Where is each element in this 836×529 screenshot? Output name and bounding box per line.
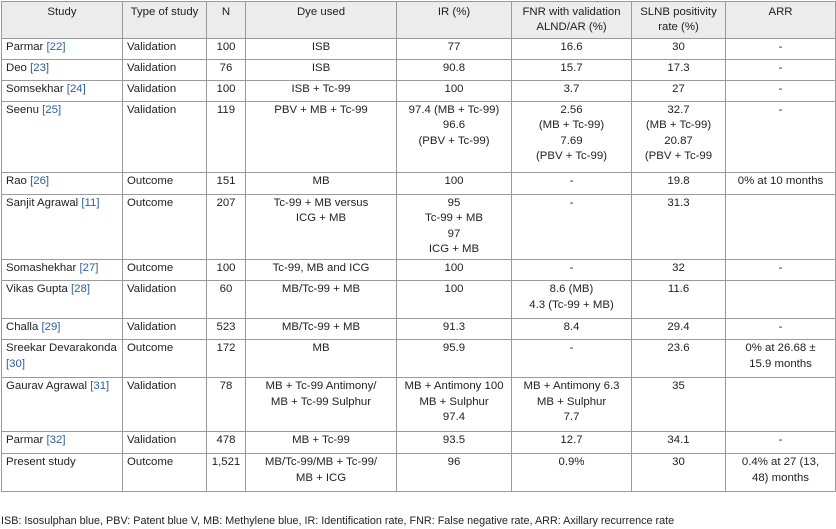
- study-name: Sanjit Agrawal: [6, 196, 79, 209]
- study-cell: [2, 454, 123, 492]
- ir-cell-text: (PBV + Tc-99): [418, 134, 490, 147]
- arr-cell-text: 0.4% at 27 (13,: [741, 456, 820, 469]
- slnb-cell-text: 17.3: [667, 61, 690, 74]
- dye-cell: [246, 101, 397, 172]
- header-fnr: [512, 2, 632, 39]
- type-cell: Validation: [123, 281, 207, 319]
- citation-link[interactable]: [27]: [79, 262, 99, 275]
- study-comparison-table: [1, 1, 836, 492]
- type-cell: Outcome: [123, 194, 207, 260]
- citation-link[interactable]: [24]: [66, 82, 86, 95]
- table-header: [2, 2, 836, 39]
- study-name: Gaurav Agrawal: [6, 380, 88, 393]
- table-row: [2, 59, 836, 80]
- study-cell: [2, 172, 123, 194]
- citation-link[interactable]: [30]: [6, 357, 25, 370]
- dye-cell-text: ISB: [311, 40, 331, 53]
- table-row: [2, 80, 836, 101]
- ir-cell-text: 100: [444, 174, 464, 187]
- arr-cell: [726, 59, 836, 80]
- n-cell: 100: [207, 80, 246, 101]
- table-body: [2, 38, 836, 492]
- dye-cell-text: MB + Tc-99 Antimony/: [265, 380, 377, 393]
- header-slnb-positivity: [632, 2, 726, 39]
- slnb-cell: [632, 281, 726, 319]
- fnr-cell-text: -: [569, 196, 574, 209]
- fnr-cell-text: MB + Antimony 6.3: [523, 380, 620, 393]
- type-cell: Validation: [123, 432, 207, 454]
- slnb-cell: [632, 38, 726, 59]
- arr-cell: [726, 432, 836, 454]
- arr-cell-text: 48) months: [752, 471, 809, 484]
- n-cell: 172: [207, 340, 246, 378]
- fnr-cell: [512, 194, 632, 260]
- fnr-cell: [512, 59, 632, 80]
- study-name: Sreekar Devarakonda: [6, 342, 117, 355]
- header-study: [2, 2, 123, 39]
- ir-cell: [397, 454, 512, 492]
- fnr-cell: [512, 80, 632, 101]
- n-cell: 478: [207, 432, 246, 454]
- ir-cell: [397, 260, 512, 281]
- header-dye-used: [246, 2, 397, 39]
- study-name: Vikas Gupta: [6, 283, 68, 296]
- dye-cell-text: ICG + MB: [295, 212, 347, 225]
- type-cell: Outcome: [123, 172, 207, 194]
- slnb-cell: [632, 454, 726, 492]
- type-cell: Validation: [123, 378, 207, 432]
- arr-cell: [726, 101, 836, 172]
- ir-cell-text: 90.8: [442, 61, 466, 74]
- study-name: Seenu: [6, 103, 39, 116]
- arr-cell: [726, 378, 836, 432]
- ir-cell-text: 91.3: [442, 321, 466, 334]
- table-row: [2, 454, 836, 492]
- arr-cell: [726, 319, 836, 340]
- ir-cell-text: ICG + MB: [428, 243, 480, 256]
- header-n: [207, 2, 246, 39]
- citation-link[interactable]: [25]: [42, 103, 62, 116]
- citation-link[interactable]: [31]: [90, 380, 110, 393]
- fnr-cell-text: 0.9%: [558, 456, 585, 469]
- ir-cell-text: 96: [447, 456, 461, 469]
- study-name: Challa: [6, 321, 39, 334]
- header-text: ARR: [768, 6, 793, 18]
- ir-cell-text: 95: [447, 196, 461, 209]
- type-cell: Outcome: [123, 454, 207, 492]
- fnr-cell-text: 16.6: [560, 40, 583, 53]
- header-text: IR (%): [437, 6, 471, 18]
- dye-cell-text: Tc-99, MB and ICG: [272, 262, 370, 275]
- fnr-cell-text: MB + Sulphur: [536, 395, 607, 408]
- dye-cell-text: MB/Tc-99 + MB: [281, 321, 361, 334]
- fnr-cell: [512, 454, 632, 492]
- study-cell: [2, 340, 123, 378]
- fnr-cell: [512, 101, 632, 172]
- table-footnote: ISB: Isosulphan blue, PBV: Patent blue V, MB: Methylene blue, IR: Identification rate, FNR: False negative rate, ARR: Axillary recurrence rate: [1, 515, 675, 527]
- arr-cell-text: 0% at 10 months: [737, 174, 824, 187]
- study-cell: [2, 432, 123, 454]
- dye-cell-text: MB + Tc-99 Sulphur: [270, 395, 372, 408]
- type-cell: Validation: [123, 38, 207, 59]
- fnr-cell: [512, 260, 632, 281]
- arr-cell: [726, 194, 836, 260]
- study-cell: [2, 80, 123, 101]
- n-cell: 207: [207, 194, 246, 260]
- dye-cell: [246, 80, 397, 101]
- header-text: ALND/AR (%): [536, 21, 607, 34]
- fnr-cell-text: 8.6 (MB): [549, 283, 594, 296]
- ir-cell: [397, 319, 512, 340]
- slnb-cell-text: 20.87: [664, 134, 693, 147]
- header-arr: [726, 2, 836, 39]
- dye-cell-text: MB + ICG: [295, 471, 347, 484]
- arr-cell-text: -: [778, 262, 783, 275]
- ir-cell: [397, 194, 512, 260]
- slnb-cell: [632, 172, 726, 194]
- ir-cell-text: 77: [447, 40, 461, 53]
- arr-cell-text: -: [778, 82, 783, 95]
- fnr-cell-text: -: [569, 174, 574, 187]
- ir-cell: [397, 101, 512, 172]
- header-text: rate (%): [658, 21, 699, 34]
- ir-cell: [397, 378, 512, 432]
- arr-cell-text: -: [778, 103, 783, 116]
- header-text: Type of study: [130, 6, 199, 18]
- slnb-cell: [632, 80, 726, 101]
- slnb-cell-text: 32: [672, 262, 685, 275]
- type-cell: Validation: [123, 59, 207, 80]
- slnb-cell-text: (PBV + Tc-99: [644, 150, 713, 163]
- dye-cell: [246, 378, 397, 432]
- slnb-cell: [632, 378, 726, 432]
- fnr-cell-text: 4.3 (Tc-99 + MB): [529, 298, 614, 311]
- study-cell: [2, 281, 123, 319]
- arr-cell: [726, 80, 836, 101]
- ir-cell-text: 93.5: [442, 434, 466, 447]
- table-row: [2, 101, 836, 172]
- slnb-cell-text: 11.6: [667, 283, 690, 296]
- table-row: [2, 319, 836, 340]
- ir-cell: [397, 38, 512, 59]
- study-name: Rao: [6, 174, 27, 187]
- study-name: Deo: [6, 61, 27, 74]
- study-cell: [2, 194, 123, 260]
- arr-cell-text: 15.9 months: [749, 357, 812, 370]
- dye-cell-text: MB/Tc-99 + MB: [281, 283, 361, 296]
- fnr-cell: [512, 319, 632, 340]
- slnb-cell: [632, 101, 726, 172]
- citation-link[interactable]: [11]: [81, 196, 100, 209]
- arr-cell-text: -: [778, 321, 783, 334]
- slnb-cell: [632, 260, 726, 281]
- n-cell: 100: [207, 38, 246, 59]
- slnb-cell-text: 31.3: [667, 196, 690, 209]
- study-cell: [2, 101, 123, 172]
- study-cell: [2, 319, 123, 340]
- n-cell: 119: [207, 101, 246, 172]
- ir-cell-text: MB + Sulphur: [419, 395, 489, 408]
- ir-cell-text: 95.9: [442, 342, 466, 355]
- study-cell: [2, 260, 123, 281]
- slnb-cell: [632, 59, 726, 80]
- arr-cell: [726, 172, 836, 194]
- dye-cell: [246, 340, 397, 378]
- table-row: [2, 172, 836, 194]
- dye-cell-text: MB/Tc-99/MB + Tc-99/: [264, 456, 378, 469]
- header-ir: [397, 2, 512, 39]
- ir-cell-text: 97.4: [442, 411, 466, 424]
- fnr-cell-text: 8.4: [563, 321, 580, 334]
- fnr-cell-text: 15.7: [560, 61, 583, 74]
- slnb-cell: [632, 194, 726, 260]
- ir-cell: [397, 80, 512, 101]
- citation-link[interactable]: [32]: [46, 434, 66, 447]
- dye-cell: [246, 59, 397, 80]
- dye-cell: [246, 432, 397, 454]
- dye-cell-text: MB + Tc-99: [292, 434, 350, 447]
- ir-cell: [397, 59, 512, 80]
- slnb-cell-text: 32.7: [667, 103, 690, 116]
- slnb-cell: [632, 340, 726, 378]
- fnr-cell: [512, 432, 632, 454]
- table-row: [2, 432, 836, 454]
- study-name: Somashekhar: [6, 262, 77, 275]
- ir-cell-text: MB + Antimony 100: [404, 380, 504, 393]
- citation-link[interactable]: [23]: [30, 61, 50, 74]
- slnb-cell-text: 30: [672, 456, 685, 469]
- study-cell: [2, 38, 123, 59]
- header-type-of-study: [123, 2, 207, 39]
- fnr-cell-text: -: [569, 342, 574, 355]
- header-text: Study: [47, 6, 77, 18]
- n-cell: 76: [207, 59, 246, 80]
- citation-link[interactable]: [28]: [71, 283, 91, 296]
- type-cell: Outcome: [123, 340, 207, 378]
- fnr-cell-text: 7.7: [563, 411, 580, 424]
- dye-cell-text: MB: [312, 174, 330, 187]
- study-name: Somsekhar: [6, 82, 64, 95]
- arr-cell-text: 0% at 26.68 ±: [745, 342, 816, 355]
- dye-cell-text: ISB: [311, 61, 331, 74]
- slnb-cell-text: 27: [672, 82, 685, 95]
- slnb-cell: [632, 432, 726, 454]
- arr-cell: [726, 38, 836, 59]
- table-row: [2, 378, 836, 432]
- dye-cell: [246, 281, 397, 319]
- study-cell: [2, 59, 123, 80]
- n-cell: 523: [207, 319, 246, 340]
- slnb-cell-text: 35: [672, 380, 685, 393]
- arr-cell: [726, 454, 836, 492]
- header-text: FNR with validation: [522, 6, 621, 18]
- table-row: [2, 38, 836, 59]
- arr-cell: [726, 281, 836, 319]
- citation-link[interactable]: [29]: [41, 321, 61, 334]
- fnr-cell: [512, 172, 632, 194]
- ir-cell: [397, 172, 512, 194]
- n-cell: 151: [207, 172, 246, 194]
- dye-cell-text: MB: [312, 342, 330, 355]
- ir-cell-text: 97.4 (MB + Tc-99): [408, 103, 500, 116]
- n-cell: 100: [207, 260, 246, 281]
- header-row: [2, 2, 836, 39]
- header-text: Dye used: [296, 6, 346, 18]
- dye-cell-text: ISB + Tc-99: [291, 82, 351, 95]
- ir-cell-text: 100: [444, 283, 464, 296]
- slnb-cell-text: 19.8: [667, 174, 690, 187]
- type-cell: Outcome: [123, 260, 207, 281]
- dye-cell: [246, 172, 397, 194]
- table-row: [2, 194, 836, 260]
- ir-cell: [397, 432, 512, 454]
- slnb-cell-text: 29.4: [667, 321, 690, 334]
- dye-cell-text: Tc-99 + MB versus: [273, 196, 369, 209]
- fnr-cell-text: 7.69: [560, 134, 583, 147]
- fnr-cell-text: 12.7: [560, 434, 583, 447]
- n-cell: 1,521: [207, 454, 246, 492]
- arr-cell-text: -: [778, 61, 783, 74]
- citation-link[interactable]: [22]: [46, 40, 66, 53]
- fnr-cell: [512, 281, 632, 319]
- ir-cell: [397, 281, 512, 319]
- n-cell: 60: [207, 281, 246, 319]
- slnb-cell-text: 30: [672, 40, 685, 53]
- header-text: SLNB positivity: [640, 6, 717, 18]
- table-row: [2, 340, 836, 378]
- fnr-cell-text: (PBV + Tc-99): [535, 150, 607, 163]
- arr-cell-text: -: [778, 40, 783, 53]
- fnr-cell-text: 3.7: [563, 82, 580, 95]
- study-name: Parmar: [6, 434, 44, 447]
- ir-cell-text: Tc-99 + MB: [425, 212, 483, 225]
- table-row: [2, 260, 836, 281]
- n-cell: 78: [207, 378, 246, 432]
- arr-cell-text: -: [778, 434, 783, 447]
- dye-cell-text: PBV + MB + Tc-99: [274, 103, 368, 116]
- type-cell: Validation: [123, 319, 207, 340]
- type-cell: Validation: [123, 101, 207, 172]
- slnb-cell-text: 23.6: [667, 342, 690, 355]
- fnr-cell-text: 2.56: [560, 103, 583, 116]
- dye-cell: [246, 454, 397, 492]
- fnr-cell: [512, 378, 632, 432]
- fnr-cell: [512, 340, 632, 378]
- slnb-cell-text: (MB + Tc-99): [645, 119, 712, 132]
- fnr-cell-text: (MB + Tc-99): [538, 119, 605, 132]
- dye-cell: [246, 194, 397, 260]
- arr-cell: [726, 340, 836, 378]
- ir-cell: [397, 340, 512, 378]
- citation-link[interactable]: [26]: [30, 174, 50, 187]
- dye-cell: [246, 319, 397, 340]
- study-cell: [2, 378, 123, 432]
- ir-cell-text: 100: [444, 82, 464, 95]
- fnr-cell: [512, 38, 632, 59]
- fnr-cell-text: -: [569, 262, 574, 275]
- study-name: Parmar: [6, 40, 44, 53]
- type-cell: Validation: [123, 80, 207, 101]
- study-name: Present study: [6, 456, 76, 469]
- slnb-cell-text: 34.1: [667, 434, 690, 447]
- arr-cell: [726, 260, 836, 281]
- ir-cell-text: 100: [444, 262, 464, 275]
- dye-cell: [246, 38, 397, 59]
- slnb-cell: [632, 319, 726, 340]
- dye-cell: [246, 260, 397, 281]
- ir-cell-text: 96.6: [442, 119, 466, 132]
- header-text: N: [221, 6, 231, 18]
- table-row: [2, 281, 836, 319]
- ir-cell-text: 97: [447, 227, 461, 240]
